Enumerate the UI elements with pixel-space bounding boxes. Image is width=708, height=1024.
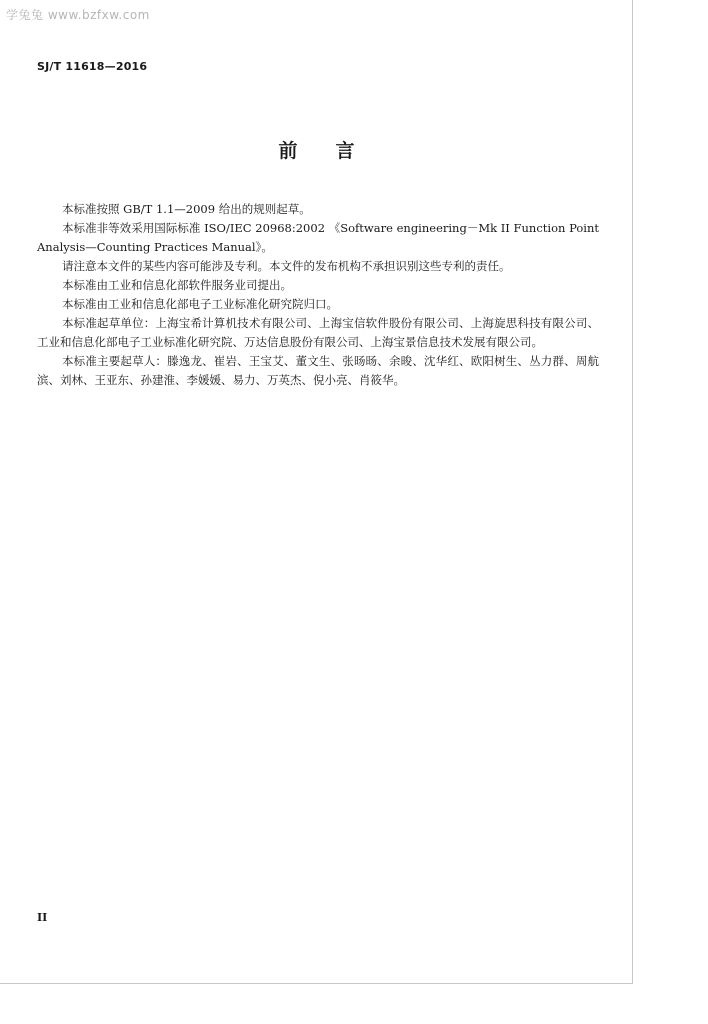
page-number: II	[37, 911, 48, 924]
paragraph-drafting-rules: 本标准按照 GB/T 1.1—2009 给出的规则起草。	[62, 202, 311, 216]
paragraph-administrator: 本标准由工业和信息化部电子工业标准化研究院归口。	[62, 297, 338, 311]
watermark-text: 学兔兔 www.bzfxw.com	[6, 8, 150, 22]
paragraph-drafting-units: 本标准起草单位：上海宝希计算机技术有限公司、上海宝信软件股份有限公司、上海旋思科技有限公司、工业和信息化部电子工业标准化研究院、万达信息股份有限公司、上海宝景信息技术发展有限公司。	[37, 316, 599, 349]
paragraph-drafters: 本标准主要起草人：滕逸龙、崔岩、王宝艾、董文生、张旸旸、余晙、沈华红、欧阳树生、丛力群、周航滨、刘林、王亚东、孙建淮、李媛媛、易力、万英杰、倪小亮、肖筱华。	[37, 354, 599, 387]
paragraph-proposer: 本标准由工业和信息化部软件服务业司提出。	[62, 278, 292, 292]
paragraph-patent-notice: 请注意本文件的某些内容可能涉及专利。本文件的发布机构不承担识别这些专利的责任。	[62, 259, 511, 273]
title-char-1: 前	[278, 140, 298, 162]
document-code: SJ/T 11618—2016	[37, 60, 148, 73]
paragraph-adoption: 本标准非等效采用国际标准 ISO/IEC 20968:2002 《Software engineering－Mk II Function Point Analysis—Counting Practices Manual》。	[37, 221, 599, 254]
title-char-2: 言	[335, 140, 355, 162]
foreword-body	[37, 200, 599, 390]
page-edge-bottom	[0, 983, 633, 984]
page-title	[0, 136, 633, 163]
